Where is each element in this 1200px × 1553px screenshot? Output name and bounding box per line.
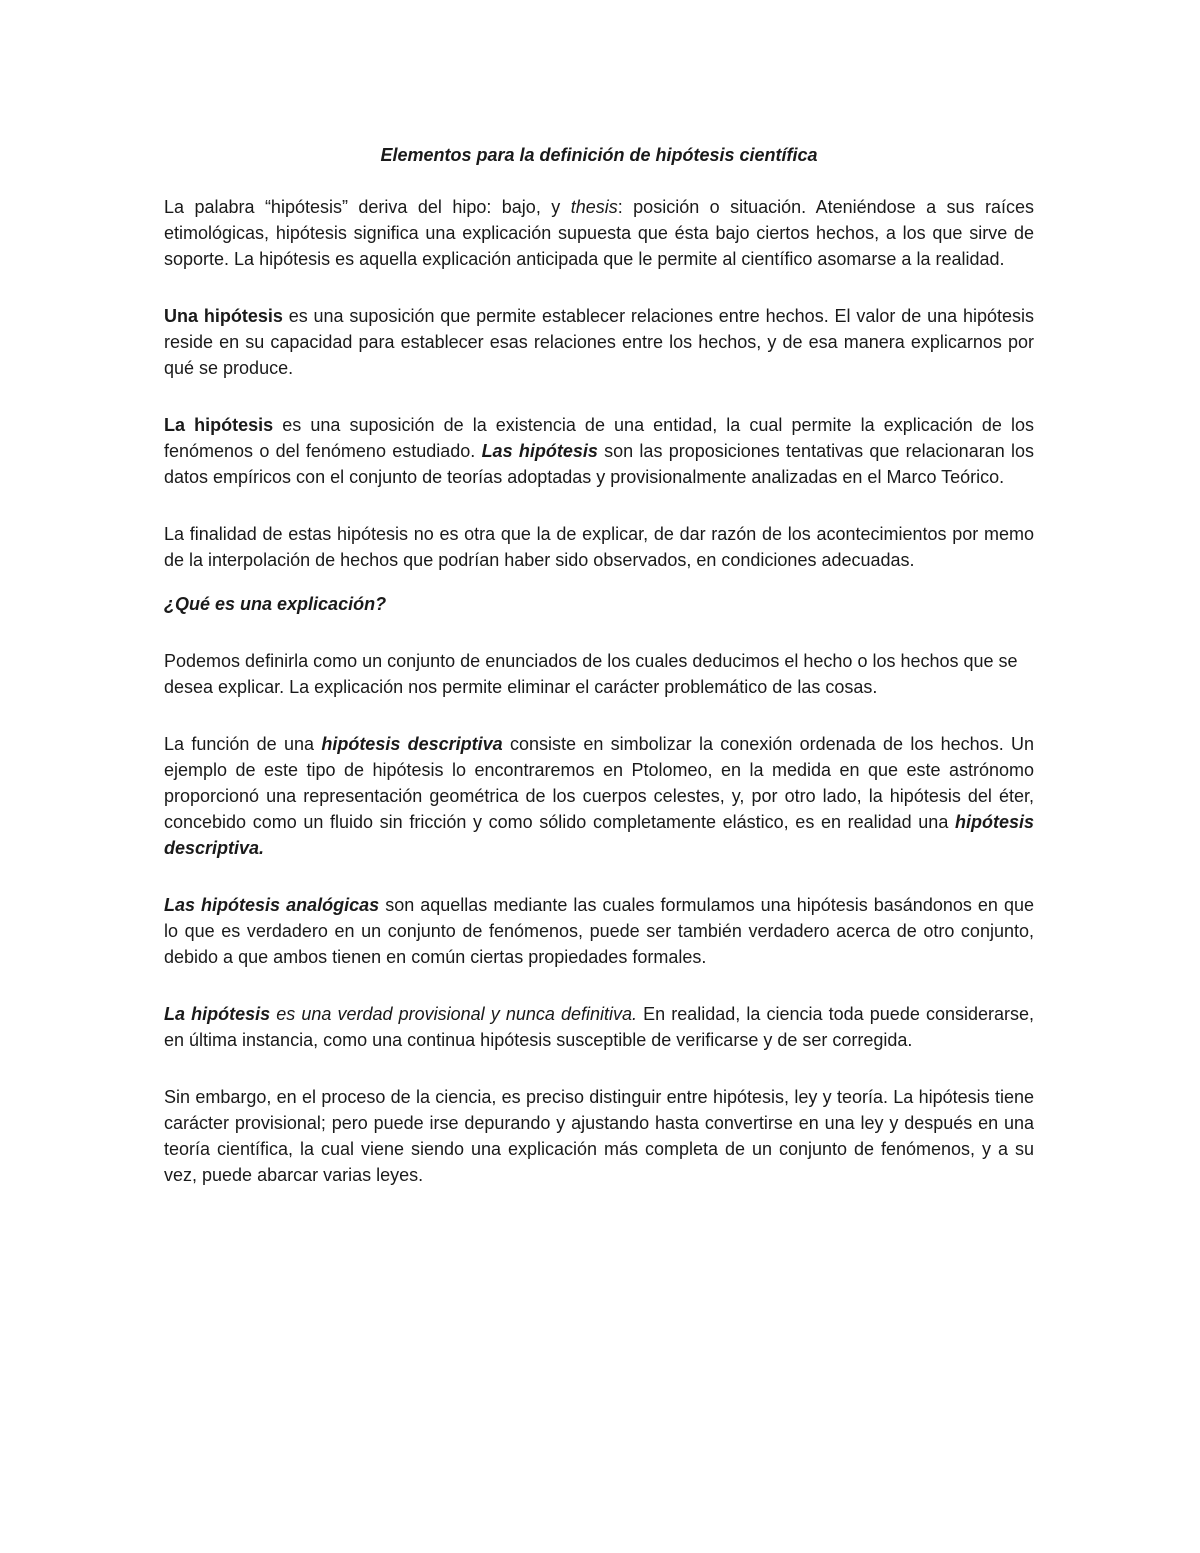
paragraph-explanation: Podemos definirla como un conjunto de enunciados de los cuales deducimos el hecho o los hechos que se desea explicar. La explicación nos permite eliminar el carácter problemático de las cosas. [164,651,1018,697]
paragraph-text: : posición o situación. Ateniéndose a sus raíces etimológicas, hipótesis significa una explicación supuesta que ésta bajo ciertos hechos, a los que sirve de soporte. La hipótesis es aquella explicación anticipada que le permite al científico asomarse a la realidad. [164,197,1035,269]
bold-italic-term: hipótesis descriptiva [321,734,503,754]
paragraph-conclusion: Sin embargo, en el proceso de la ciencia, es preciso distinguir entre hipótesis, ley y teoría. La hipótesis tiene carácter provisional; pero puede irse depurando y ajustando hasta convertirse en una ley y después en una teoría científica, la cual viene siendo una explicación más completa de un conjunto de fenómenos, y a su vez, puede abarcar varias leyes. [164,1087,1034,1185]
paragraph-text: La función de una [164,734,322,754]
bold-italic-term: La hipótesis [164,1004,271,1024]
italic-term: thesis [570,197,618,217]
paragraph-purpose: La finalidad de estas hipótesis no es otra que la de explicar, de dar razón de los acontecimientos por memo de la interpolación de hechos que podrían haber sido observados, en condiciones adecuadas. [164,524,1034,570]
bold-italic-term: Las hipótesis analógicas [164,895,380,915]
document-title: Elementos para la definición de hipótesis científica [380,145,818,165]
paragraph-provisional [164,1001,1034,1053]
italic-phrase: es una verdad provisional y nunca definitiva. [270,1004,638,1024]
paragraph-text: son aquellas mediante las cuales formulamos una hipótesis basándonos en que lo que es verdadero en un conjunto de fenómenos, puede ser también verdadero acerca de otro conjunto, debido a que ambos tienen en común ciertas propiedades formales. [164,895,1034,967]
bold-italic-term: hipótesis descriptiva. [164,812,1034,858]
paragraph-text: En realidad, la ciencia toda puede considerarse, en última instancia, como una continua hipótesis susceptible de verificarse y de ser corregida. [164,1004,1034,1050]
paragraph-etymology [164,194,1034,272]
document-body [164,142,1034,1219]
paragraph-definition-1 [164,303,1034,381]
paragraph-text: es una suposición que permite establecer relaciones entre hechos. El valor de una hipótesis reside en su capacidad para establecer esas relaciones entre los hechos, y de esa manera explicarnos por qué se produce. [164,306,1034,378]
paragraph-definition-2 [164,412,1034,490]
paragraph-analogical [164,892,1034,970]
bold-term: Una hipótesis [164,306,283,326]
paragraph-descriptive [164,731,1034,861]
bold-term: La hipótesis [164,415,274,435]
paragraph-text: La palabra “hipótesis” deriva del hipo: bajo, y [164,197,571,217]
bold-italic-term: Las hipótesis [481,441,598,461]
section-heading: ¿Qué es una explicación? [164,594,387,614]
paragraph-text: es una suposición de la existencia de una entidad, la cual permite la explicación de los fenómenos o del fenómeno estudiado. [164,415,1035,461]
paragraph-text: consiste en simbolizar la conexión ordenada de los hechos. Un ejemplo de este tipo de hipótesis lo encontraremos en Ptolomeo, en la medida en que este astrónomo proporcionó una representación geométrica de los cuerpos celestes, y, por otro lado, la hipótesis del éter, concebido como un fluido sin fricción y como sólido completamente elástico, es en realidad una [164,734,1035,832]
paragraph-text: son las proposiciones tentativas que relacionaran los datos empíricos con el conjunto de teorías adoptadas y provisionalmente analizadas en el Marco Teórico. [164,441,1034,487]
